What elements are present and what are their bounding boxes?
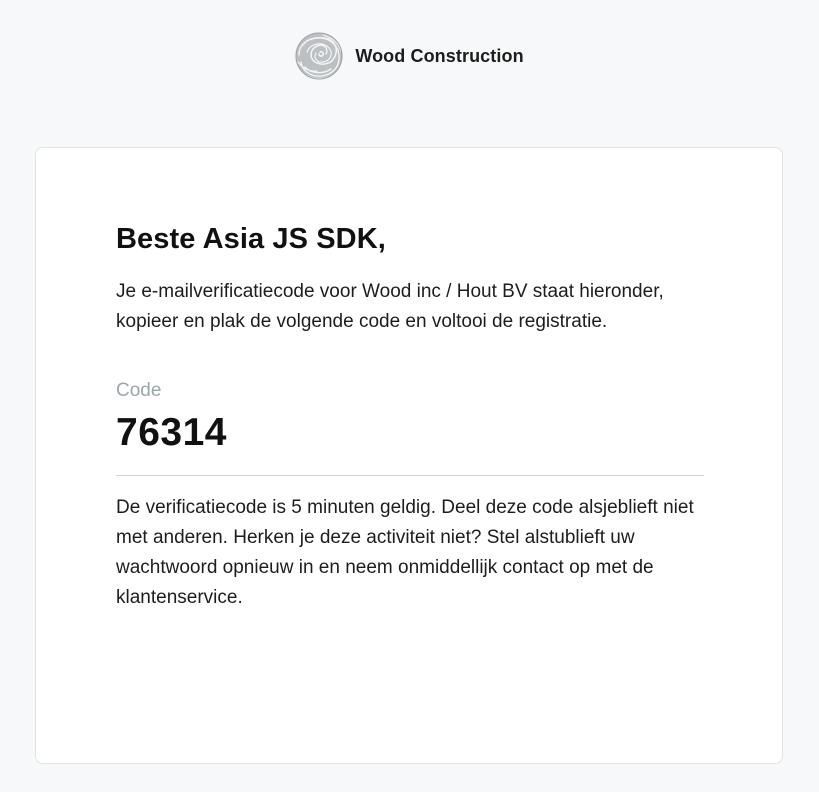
verification-code-value: 76314 [116, 411, 227, 454]
email-content [116, 221, 704, 613]
brand-name: Wood Construction [355, 45, 524, 66]
email-header [0, 30, 819, 82]
verification-intro-text: Je e-mailverificatiecode voor Wood inc / Hout BV staat hieronder, kopieer en plak de volgende code en voltooi de registratie. [116, 281, 664, 332]
content-divider [116, 475, 704, 476]
wood-grain-logo-icon [295, 31, 343, 81]
brand [295, 31, 523, 81]
email-greeting: Beste Asia JS SDK, [116, 223, 386, 255]
verification-notice-text: De verificatiecode is 5 minuten geldig. Deel deze code alsjeblieft niet met anderen. Herken je deze activiteit niet? Stel alstublieft uw wachtwoord opnieuw in en neem onmiddellijk contact op met de klantenservice. [116, 497, 694, 608]
verification-email-card [35, 147, 783, 764]
verification-code-label: Code [116, 380, 162, 401]
